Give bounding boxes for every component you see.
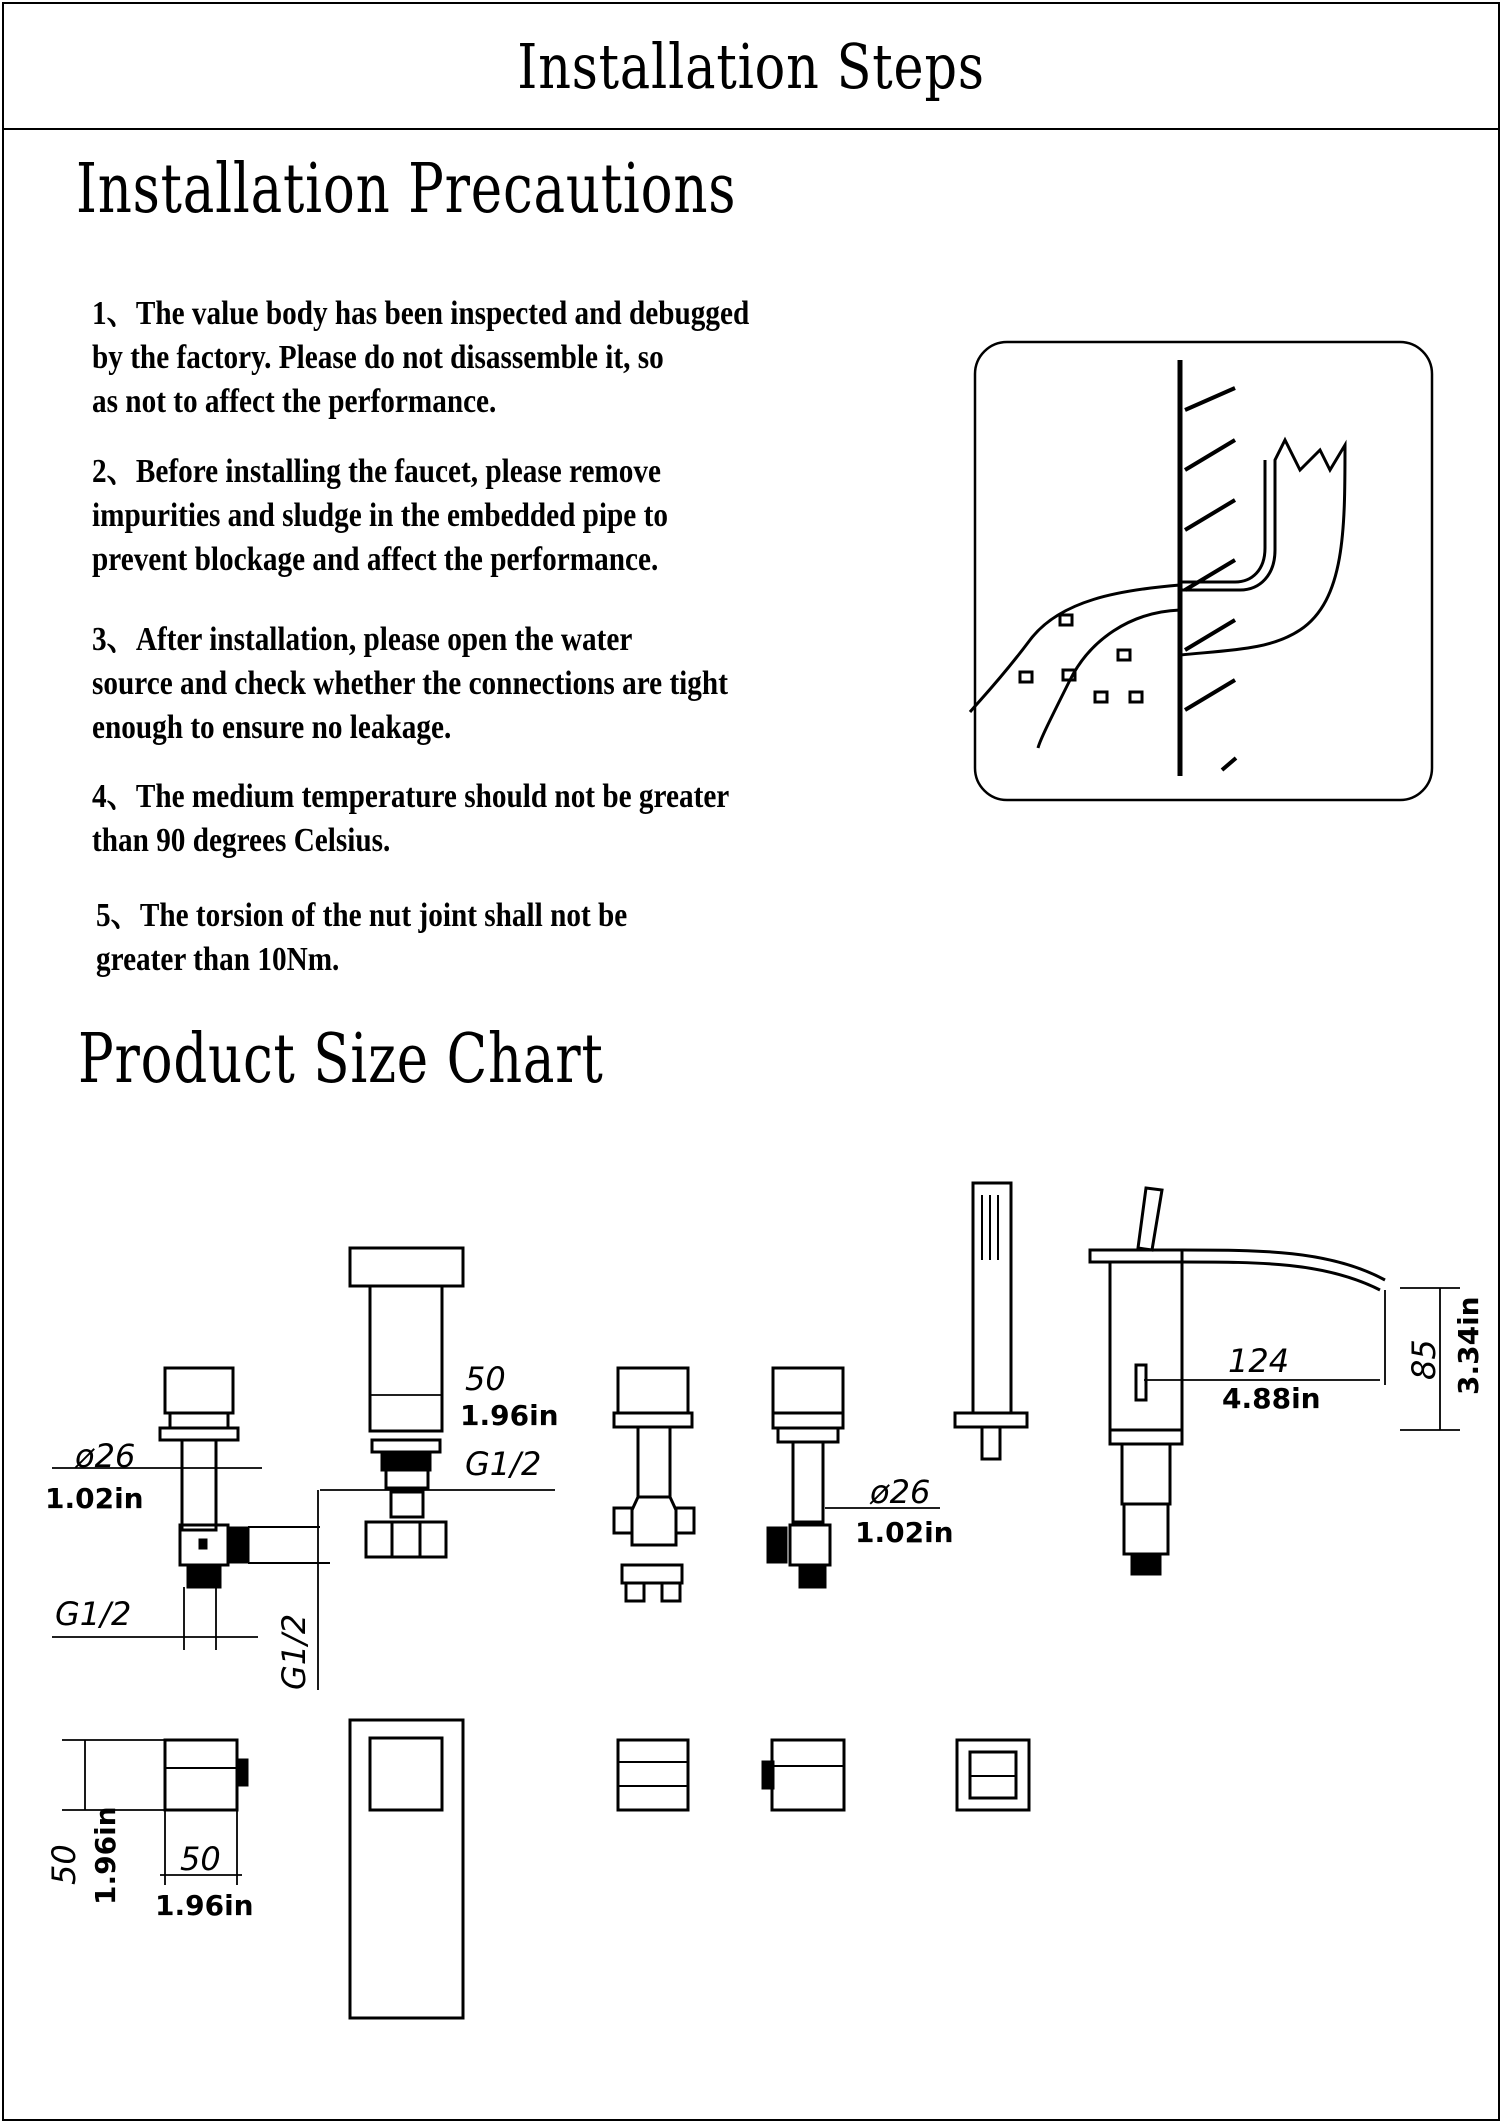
diverter-valve-drawing	[160, 1368, 330, 1587]
pipe-illustration	[970, 342, 1432, 800]
spout-valve-drawing	[350, 1248, 463, 1557]
dim-g12-left: G1/2	[55, 1595, 132, 1633]
dimension-labels	[45, 1296, 1485, 1922]
dim-50-in: 1.96in	[460, 1399, 559, 1432]
dim-124-in: 4.88in	[1222, 1382, 1321, 1415]
dim-50-top-mm: 50	[180, 1840, 221, 1878]
page-title: Installation Steps	[517, 29, 985, 103]
precaution-step-3: 3、After installation, please open the water source and check whether the connections are tight enough to ensure no leakage.	[92, 621, 728, 746]
precaution-step-4: 4、The medium temperature should not be greater than 90 degrees Celsius.	[92, 778, 730, 859]
dim-50-side-in: 1.96in	[89, 1806, 122, 1905]
dim-g12: G1/2	[465, 1445, 542, 1483]
dim-d26-mm: ø26	[75, 1437, 136, 1475]
precautions-title: Installation Precautions	[76, 150, 737, 229]
dim-50-side-mm: 50	[45, 1844, 83, 1885]
dim-85-mm: 85	[1405, 1339, 1443, 1380]
dim-50-top-in: 1.96in	[155, 1889, 254, 1922]
size-chart-title: Product Size Chart	[78, 1020, 604, 1099]
dim-d26b-mm: ø26	[870, 1473, 931, 1511]
waterfall-spout-drawing	[1090, 1188, 1385, 1574]
dim-d26b-in: 1.02in	[855, 1516, 954, 1549]
dim-d26-in: 1.02in	[45, 1482, 144, 1515]
dim-124-mm: 124	[1228, 1342, 1290, 1380]
dim-85-in: 3.34in	[1452, 1296, 1485, 1395]
hand-shower-drawing	[955, 1183, 1027, 1459]
right-valve-drawing	[768, 1368, 843, 1587]
top-view-drawings	[165, 1720, 1029, 2018]
precaution-step-1: 1、The value body has been inspected and debugged by the factory. Please do not disassemble it, so as not to affect the performance.	[92, 295, 750, 420]
precaution-step-2: 2、Before installing the faucet, please remove impurities and sludge in the embedded pipe to prevent blockage and affect the performance.	[92, 453, 668, 578]
dim-50-mm: 50	[465, 1360, 506, 1398]
dim-g12-vertical: G1/2	[275, 1613, 313, 1690]
center-valve-drawing	[614, 1368, 694, 1601]
precaution-step-5: 5、The torsion of the nut joint shall not be greater than 10Nm.	[96, 897, 628, 978]
